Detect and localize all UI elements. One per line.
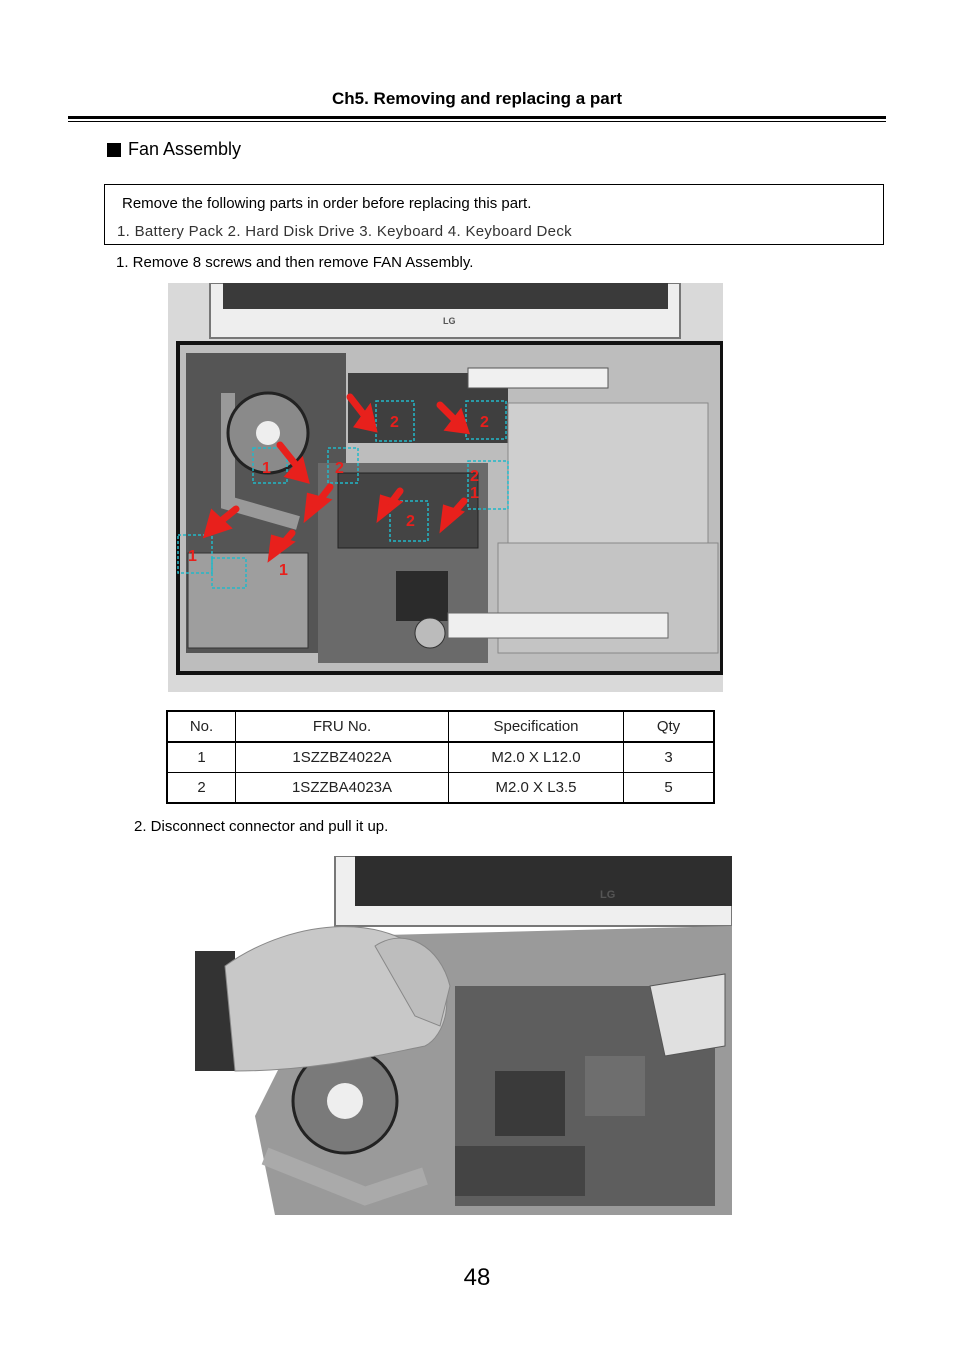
table-cell: 3 [624,742,715,772]
callout-number: 2 [390,414,399,431]
callout-number: 2 [480,414,489,431]
photo1-brand-logo: LG [443,316,456,326]
table-cell: 1SZZBZ4022A [236,742,449,772]
table-cell: 1SZZBA4023A [236,773,449,803]
callout-number: 2 [335,460,344,477]
photo2-brand-logo: LG [600,889,616,901]
step-1-text: 1. Remove 8 screws and then remove FAN Assembly. [116,254,474,271]
chapter-title: Ch5. Removing and replacing a part [331,89,622,108]
table-cell: M2.0 X L3.5 [449,773,624,803]
prerequisite-intro: Remove the following parts in order before replacing this part. [122,195,532,212]
table-row [167,773,714,803]
table-header-cell: No. [167,711,236,742]
callout-number: 1 [188,548,197,565]
table-cell: 2 [167,773,236,803]
table-header-cell: Specification [449,711,624,742]
header-rule-thick [68,116,886,119]
table-cell: M2.0 X L12.0 [449,742,624,772]
section-heading [107,139,241,160]
square-bullet-icon [107,143,121,157]
callout-number: 1 [262,460,271,477]
table-header-cell: Qty [624,711,715,742]
table-header-cell: FRU No. [236,711,449,742]
disconnect-connector-photo [195,856,732,1215]
section-title: Fan Assembly [128,139,242,159]
fan-assembly-screws-photo [168,283,723,692]
callout-number: 1 [279,562,288,579]
header-rule-thin [68,121,886,122]
table-header-row [167,711,714,742]
prerequisite-parts: 1. Battery Pack 2. Hard Disk Drive 3. Keyboard 4. Keyboard Deck [117,223,572,240]
step-2-text: 2. Disconnect connector and pull it up. [134,818,389,835]
table-cell: 5 [624,773,715,803]
table-row [167,742,714,772]
page-number: 48 [463,1264,491,1291]
table-cell: 1 [167,742,236,772]
prerequisite-box [104,184,884,245]
callout-number: 2 [406,513,415,530]
callout-number: 2 [470,468,479,485]
callout-number: 1 [470,485,479,502]
fru-table [166,710,715,804]
